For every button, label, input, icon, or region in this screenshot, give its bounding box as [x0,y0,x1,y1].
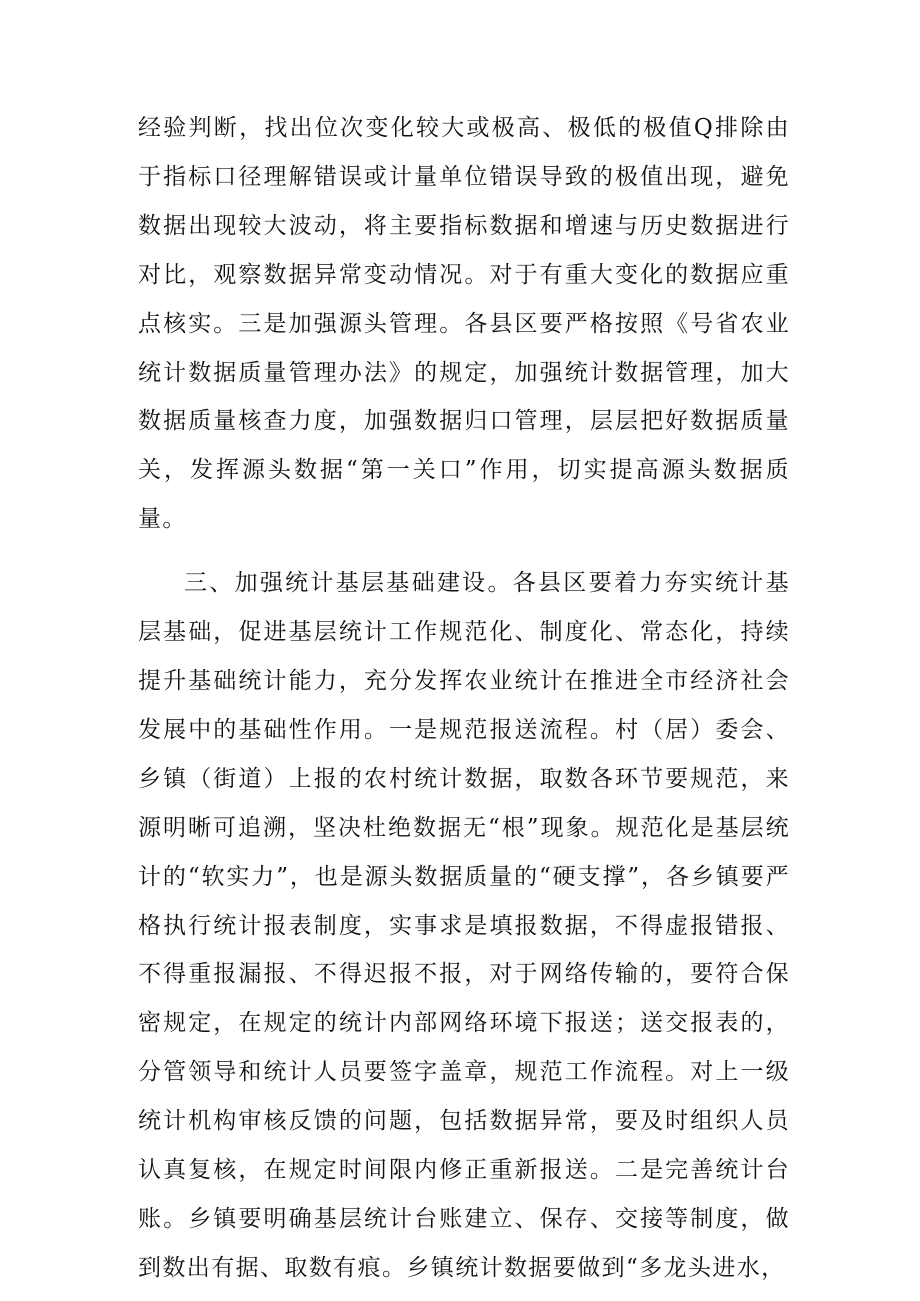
paragraph-section-three: 三、加强统计基层基础建设。各县区要着力夯实统计基层基础，促进基层统计工作规范化、制度化、常态化，持续提升基础统计能力，充分发挥农业统计在推进全市经济社会发展中的基础性作用。一是规范报送流程。村（居）委会、乡镇（街道）上报的农村统计数据，取数各环节要规范，来源明晰可追溯，坚决杜绝数据无“根”现象。规范化是基层统计的“软实力”，也是源头数据质量的“硬支撑”，各乡镇要严格执行统计报表制度，实事求是填报数据，不得虚报错报、不得重报漏报、不得迟报不报，对于网络传输的，要符合保密规定，在规定的统计内部网络环境下报送；送交报表的，分管领导和统计人员要签字盖章，规范工作流程。对上一级统计机构审核反馈的问题，包括数据异常，要及时组织人员认真复核，在规定时间限内修正重新报送。二是完善统计台账。乡镇要明确基层统计台账建立、保存、交接等制度，做到数出有据、取数有痕。乡镇统计数据要做到“多龙头进水， [138,570,790,1281]
document-body [138,104,790,1293]
paragraph-continuation: 经验判断，找出位次变化较大或极高、极低的极值Q排除由于指标口径理解错误或计量单位错误导致的极值出现，避免数据出现较大波动，将主要指标数据和增速与历史数据进行对比，观察数据异常变动情况。对于有重大变化的数据应重点核实。三是加强源头管理。各县区要严格按照《号省农业统计数据质量管理办法》的规定，加强统计数据管理，加大数据质量核查力度，加强数据归口管理，层层把好数据质量关，发挥源头数据“第一关口”作用，切实提高源头数据质量。 [138,115,790,533]
